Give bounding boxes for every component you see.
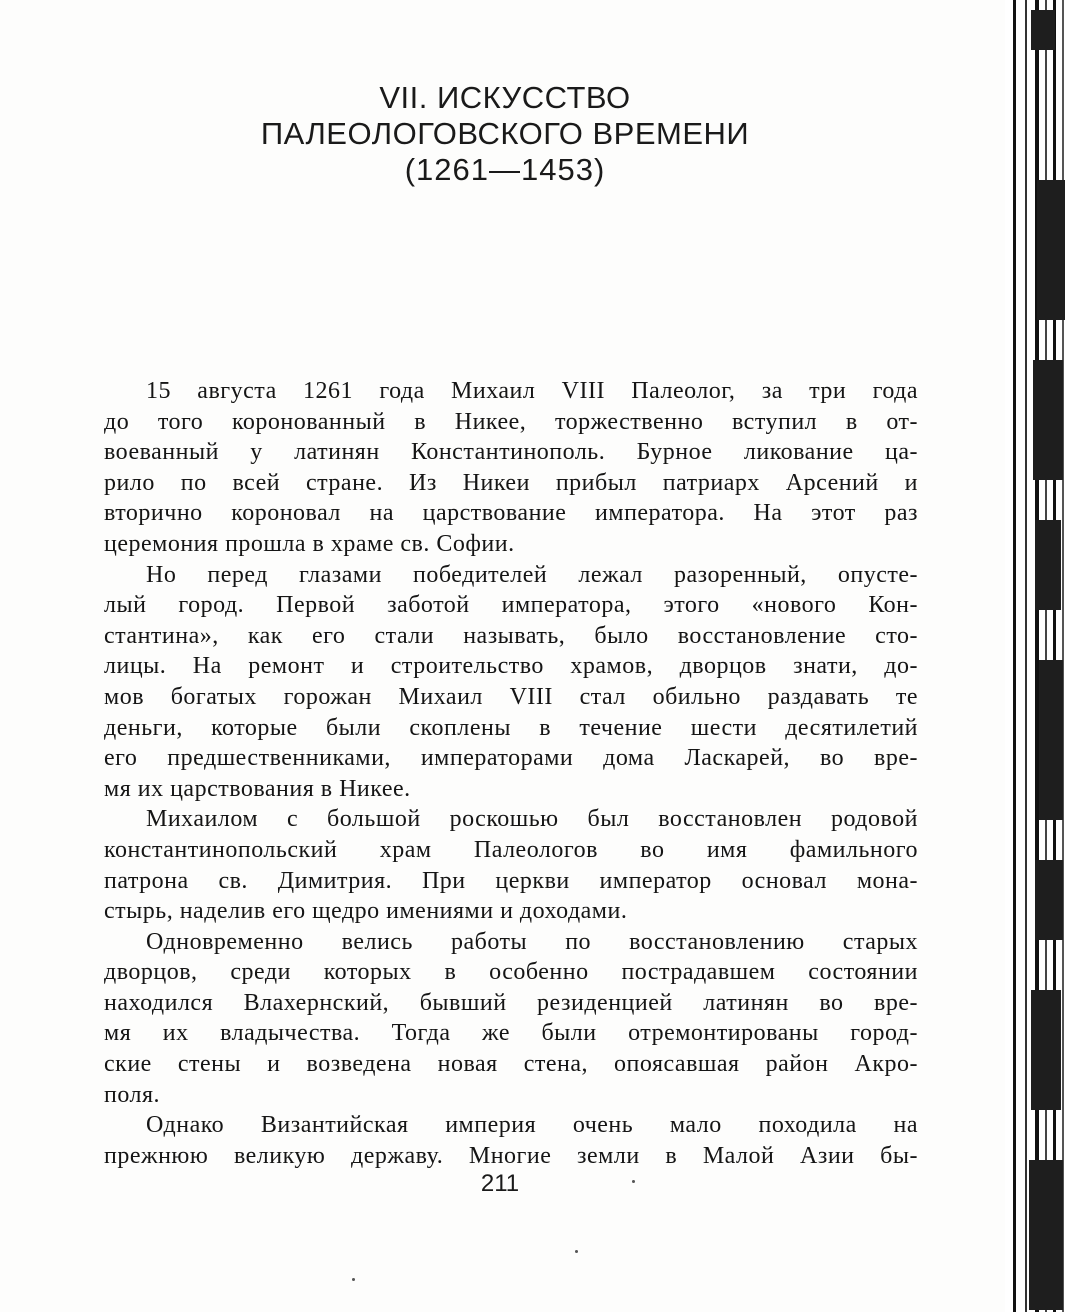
text-line: воеванный у латинян Константинополь. Бурное ликование ца- [104,439,918,466]
text-line: патрона св. Димитрия. При церкви император основал мона- [104,867,918,894]
chapter-title-line-1: VII. ИСКУССТВО [379,80,631,115]
scan-speck [575,1250,578,1253]
text-line: стантина», как его стали называть, было восстановление сто- [104,622,918,649]
text-line: его предшественниками, императорами дома Ласкарей, во вре- [104,745,918,772]
text-line: Однако Византийская империя очень мало походила на [146,1112,918,1139]
text-line: Одновременно велись работы по восстановлению старых [146,928,918,955]
text-line: прежнюю великую державу. Многие земли в Малой Азии бы- [104,1142,918,1169]
scan-speck [632,1180,635,1183]
book-binding-edge [1005,0,1073,1312]
text-line: находился Влахернский, бывший резиденцией латинян во вре- [104,989,918,1016]
text-line: церемония прошла в храме св. Софии. [104,530,515,557]
page-number: 211 [480,1170,520,1197]
text-line: мя их царствования в Никее. [104,775,411,802]
scan-speck [352,1278,355,1281]
text-line: константинопольский храм Палеологов во имя фамильного [104,836,918,863]
text-line: мов богатых горожан Михаил VIII стал обильно раздавать те [104,683,918,710]
text-line: вторично короновал на царствование императора. На этот раз [104,500,918,527]
text-line: дворцов, среди которых в особенно пострадавшем состоянии [104,959,918,986]
chapter-body-text [104,376,918,1171]
text-line: ские стены и возведена новая стена, опоясавшая район Акро- [104,1051,918,1078]
chapter-dates: (1261—1453) [404,152,606,187]
text-line: 15 августа 1261 года Михаил VIII Палеолог, за три года [146,378,918,404]
text-line: лый город. Первой заботой императора, этого «нового Кон- [104,592,918,619]
text-line: деньги, которые были скоплены в течение шести десятилетий [104,714,918,741]
text-line: рило по всей стране. Из Никеи прибыл патриарх Арсений и [104,469,918,496]
text-line: стырь, наделив его щедро имениями и доходами. [104,898,628,925]
text-line: Но перед глазами победителей лежал разоренный, опусте- [146,561,918,588]
text-line: поля. [104,1081,161,1108]
text-line: Михаилом с большой роскошью был восстановлен родовой [146,806,918,833]
text-line: лицы. На ремонт и строительство храмов, дворцов знати, до- [104,653,918,680]
text-line: до того коронованный в Никее, торжественно вступил в от- [104,408,918,435]
chapter-title-line-2: ПАЛЕОЛОГОВСКОГО ВРЕМЕНИ [260,116,750,151]
text-line: мя их владычества. Тогда же были отремонтированы город- [104,1020,918,1047]
